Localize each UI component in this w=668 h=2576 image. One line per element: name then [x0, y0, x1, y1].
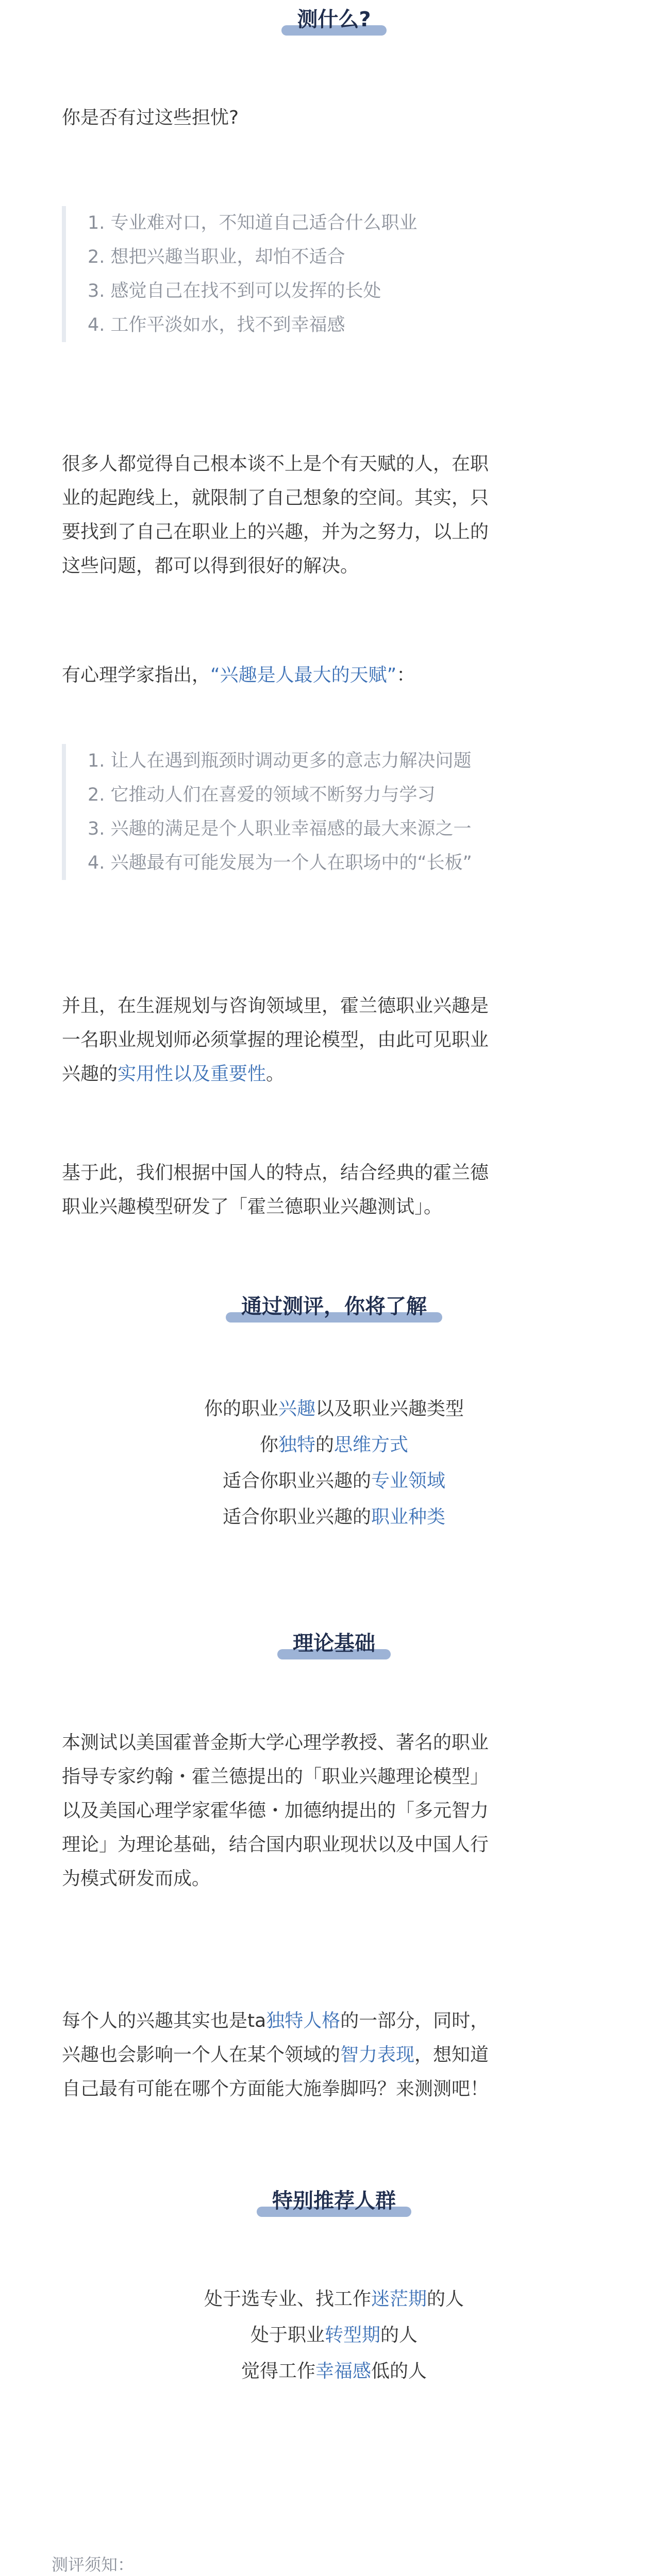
points-quote [62, 744, 606, 880]
recommend-item: 觉得工作幸福感低的人 [241, 2361, 427, 2382]
text-line: 很多人都觉得自己根本谈不上是个有天赋的人，在职 [62, 453, 489, 474]
psychologist-line [62, 658, 606, 692]
recommend-item: 处于选专业、找工作迷茫期的人 [204, 2289, 464, 2310]
text-line: 指导专家约翰・霍兰德提出的「职业兴趣理论模型」 [62, 1766, 489, 1787]
text-line: 一名职业规划师必须掌握的理论模型，由此可见职业 [62, 1029, 489, 1050]
test-notice [52, 2548, 619, 2576]
interest-paragraph [62, 2004, 606, 2106]
worry-item: 1. 专业难对口，不知道自己适合什么职业 [88, 213, 417, 233]
intro-paragraph [62, 447, 606, 583]
basis-paragraph [62, 1156, 606, 1224]
theory-paragraph [62, 1726, 606, 1896]
section-title-recommended [0, 2184, 668, 2214]
career-paragraph [62, 989, 606, 1091]
text-line: 基于此，我们根据中国人的特点，结合经典的霍兰德 [62, 1162, 489, 1183]
highlight-text: 实用性以及重要性 [118, 1063, 266, 1084]
learn-item: 适合你职业兴趣的专业领域 [222, 1470, 446, 1492]
section-title-text: 理论基础 [293, 1632, 375, 1655]
intro-question: 你是否有过这些担忧? [62, 107, 239, 128]
worry-item: 3. 感觉自己在找不到可以发挥的长处 [88, 281, 381, 301]
section-title-learn [0, 1290, 668, 1319]
recommend-item: 处于职业转型期的人 [250, 2325, 418, 2346]
learn-item: 你独特的思维方式 [259, 1434, 409, 1455]
learn-item: 适合你职业兴趣的职业种类 [222, 1506, 446, 1528]
recommend-list [0, 2281, 668, 2389]
point-item: 3. 兴趣的满足是个人职业幸福感的最大来源之一 [88, 819, 472, 839]
text-span: 兴趣的 [62, 1063, 118, 1084]
text-line: 职业兴趣模型研发了「霍兰德职业兴趣测试」。 [62, 1196, 443, 1217]
point-item: 4. 兴趣最有可能发展为一个人在职场中的“长板” [88, 853, 472, 873]
text-line: 本测试以美国霍普金斯大学心理学教授、著名的职业 [62, 1732, 489, 1753]
worry-item: 4. 工作平淡如水，找不到幸福感 [88, 315, 345, 335]
section-title-text: 特别推荐人群 [272, 2189, 396, 2213]
text-line: 业的起跑线上，就限制了自己想象的空间。其实，只 [62, 487, 489, 509]
section-title-text: 通过测评，你将了解 [241, 1295, 427, 1318]
text-line: 理论」为理论基础，结合国内职业现状以及中国人行 [62, 1834, 489, 1855]
text-line: 自己最有可能在哪个方面能大施拳脚吗？来测测吧！ [62, 2078, 489, 2099]
text-span: 。 [266, 1063, 285, 1084]
text-line: 这些问题，都可以得到很好的解决。 [62, 555, 359, 577]
text-span: ： [396, 665, 415, 686]
section-title-what [0, 3, 668, 32]
text-line: 并且，在生涯规划与咨询领域里，霍兰德职业兴趣是 [62, 995, 489, 1016]
point-item: 2. 它推动人们在喜爱的领域不断努力与学习 [88, 785, 436, 805]
worry-item: 2. 想把兴趣当职业，却怕不适合 [88, 247, 345, 267]
notice-title: 测评须知： [52, 2555, 135, 2574]
text-line: 为模式研发而成。 [62, 1868, 211, 1889]
learn-item: 你的职业兴趣以及职业兴趣类型 [204, 1398, 464, 1419]
text-line: 以及美国心理学家霍华德・加德纳提出的「多元智力 [62, 1800, 489, 1821]
worries-quote [62, 206, 606, 342]
text-line: 每个人的兴趣其实也是ta独特人格的一部分，同时， [62, 2010, 489, 2031]
highlight-text: “兴趣是人最大的天赋” [210, 665, 397, 686]
section-title-theory [0, 1627, 668, 1656]
text-line: 兴趣也会影响一个人在某个领域的智力表现，想知道 [62, 2044, 489, 2065]
text-line: 要找到了自己在职业上的兴趣，并为之努力，以上的 [62, 521, 489, 543]
point-item: 1. 让人在遇到瓶颈时调动更多的意志力解决问题 [88, 751, 472, 771]
section-title-text: 测什么? [297, 8, 371, 31]
learn-list [0, 1391, 668, 1535]
text-span: 有心理学家指出， [62, 665, 211, 686]
text-line [62, 1057, 606, 1091]
